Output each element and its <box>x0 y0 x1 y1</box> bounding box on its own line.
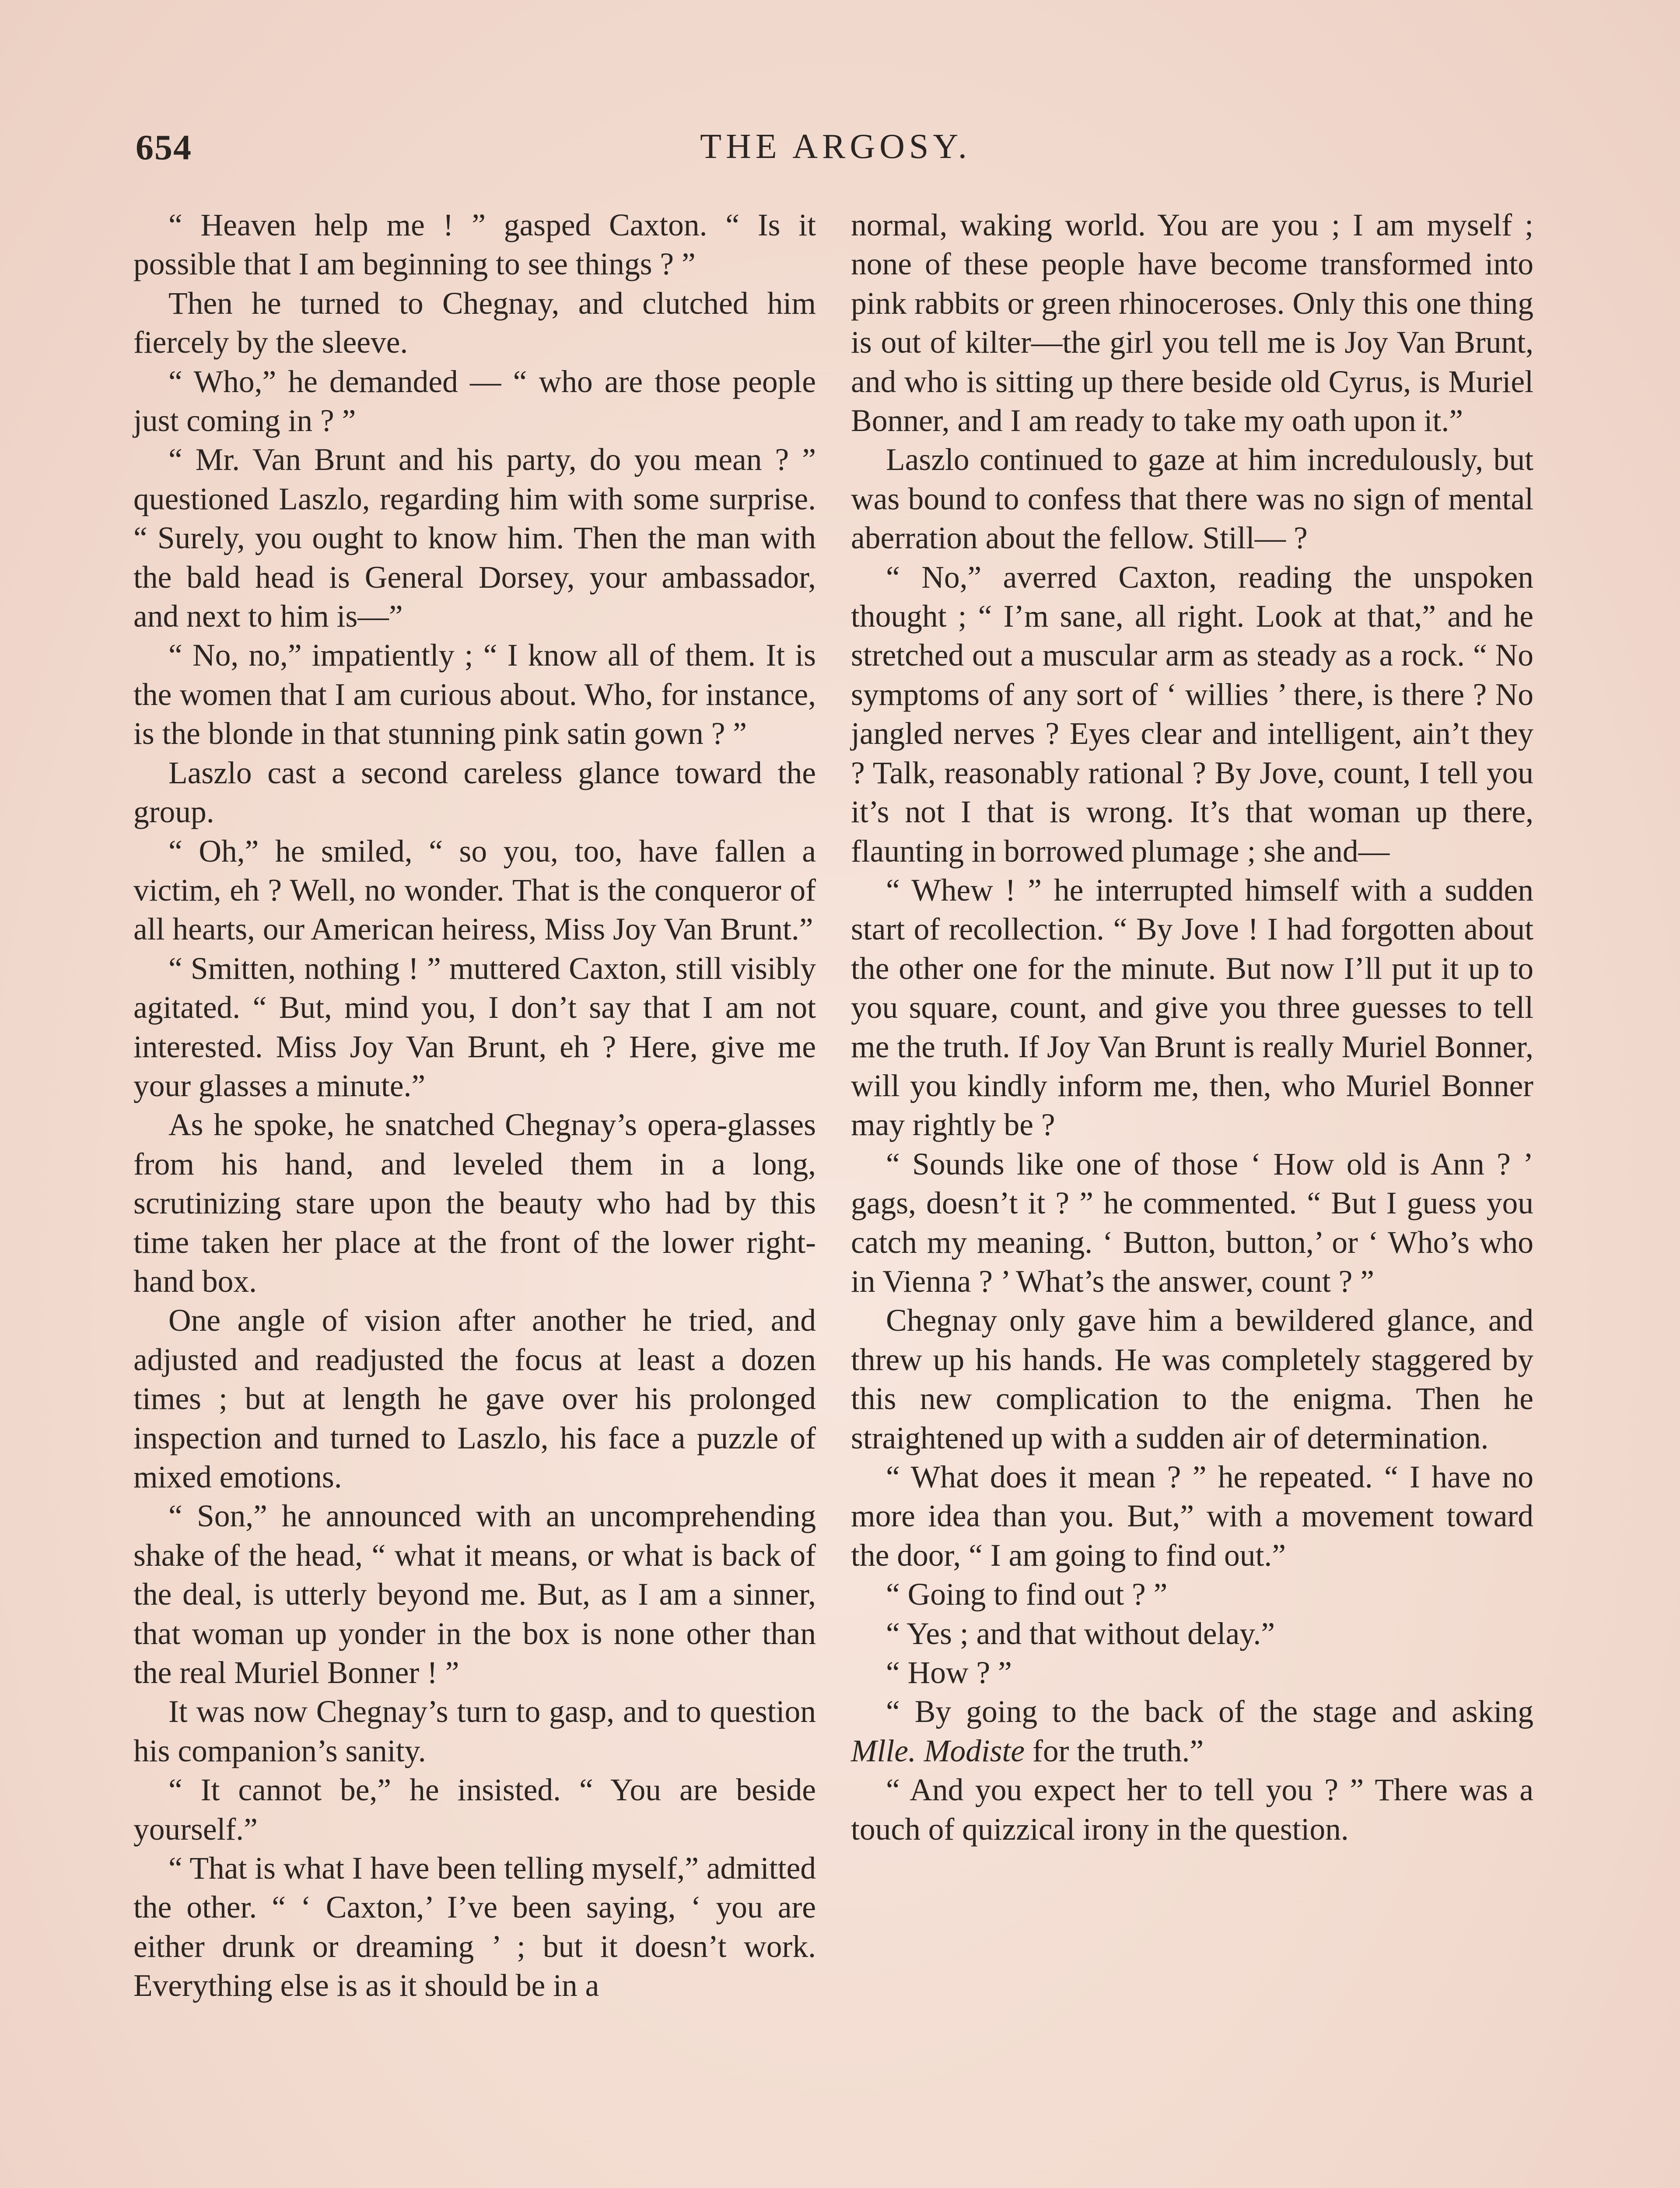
paragraph: “ That is what I have been telling myself,” admitted the other. “ ‘ Caxton,’ I’ve been saying, ‘ you are either drunk or dreaming ’ ; but it doesn’t work. Everything else is as it should be in a <box>133 1851 816 2003</box>
paragraph: “ Who,” he demanded — “ who are those people just coming in ? ” <box>133 364 816 438</box>
paragraph: “ And you expect her to tell you ? ” There was a touch of quizzical irony in the question. <box>851 1773 1533 1847</box>
paragraph: It was now Chegnay’s turn to gasp, and to question his companion’s sanity. <box>133 1694 816 1768</box>
paragraph-continued: normal, waking world. You are you ; I am myself ; none of these people have become transformed into pink rabbits or green rhinoceroses. Only this one thing is out of kilter—the girl you tell me is Joy Van Brunt, and who is sitting up there beside old Cyrus, is Muriel Bonner, and I am ready to take my oath upon it.” <box>851 208 1533 438</box>
paragraph: “ Yes ; and that without delay.” <box>886 1616 1275 1651</box>
paragraph: “ Smitten, nothing ! ” muttered Caxton, still visibly agitated. “ But, mind you, I don’t say that I am not interested. Miss Joy Van Brunt, eh ? Here, give me your glasses a minute.” <box>133 951 816 1103</box>
paragraph: Laszlo cast a second careless glance toward the group. <box>133 755 816 830</box>
paragraph: “ Sounds like one of those ‘ How old is Ann ? ’ gags, doesn’t it ? ” he commented. “ But I guess you catch my meaning. ‘ Button, button,’ or ‘ Who’s who in Vienna ? ’ What’s the answer, count ? ” <box>851 1147 1533 1299</box>
paragraph: “ It cannot be,” he insisted. “ You are beside yourself.” <box>133 1773 816 1847</box>
paragraph: “ Heaven help me ! ” gasped Caxton. “ Is it possible that I am beginning to see things ? ” <box>133 208 816 282</box>
paragraph: “ Oh,” he smiled, “ so you, too, have fallen a victim, eh ? Well, no wonder. That is the conqueror of all hearts, our American heiress, Miss Joy Van Brunt.” <box>133 834 816 947</box>
paragraph: “ Son,” he announced with an uncomprehending shake of the head, “ what it means, or what is back of the deal, is utterly beyond me. But, as I am a sinner, that woman up yonder in the box is none other than the real Muriel Bonner ! ” <box>133 1499 816 1690</box>
paragraph-with-italic: “ By going to the back of the stage and asking Mlle. Modiste for the truth.” <box>851 1694 1533 1768</box>
paragraph: “ Whew ! ” he interrupted himself with a sudden start of recollection. “ By Jove ! I had forgotten about the other one for the minute. But now I’ll put it up to you square, count, and give you three guesses to tell me the truth. If Joy Van Brunt is really Muriel Bonner, will you kindly inform me, then, who Muriel Bonner may rightly be ? <box>851 873 1533 1143</box>
paragraph: “ How ? ” <box>886 1655 1012 1690</box>
left-column <box>133 206 816 2006</box>
right-column <box>851 206 1533 1849</box>
paragraph: Then he turned to Chegnay, and clutched him fiercely by the sleeve. <box>133 286 816 360</box>
paragraph: “ No,” averred Caxton, reading the unspoken thought ; “ I’m sane, all right. Look at that,” and he stretched out a muscular arm as steady as a rock. “ No symptoms of any sort of ‘ willies ’ there, is there ? No jangled nerves ? Eyes clear and intelligent, ain’t they ? Talk, reasonably rational ? By Jove, count, I tell you it’s not I that is wrong. It’s that woman up there, flaunting in borrowed plumage ; she and— <box>851 560 1533 869</box>
paragraph: Laszlo continued to gaze at him incredulously, but was bound to confess that there was no sign of mental aberration about the fellow. Still— ? <box>851 442 1533 556</box>
paragraph: “ No, no,” impatiently ; “ I know all of them. It is the women that I am curious about. Who, for instance, is the blonde in that stunning pink satin gown ? ” <box>133 638 816 751</box>
paragraph: “ What does it mean ? ” he repeated. “ I have no more idea than you. But,” with a movement toward the door, “ I am going to find out.” <box>851 1460 1533 1573</box>
page-header <box>131 127 1540 179</box>
page-number: 654 <box>136 127 192 167</box>
paragraph: “ Going to find out ? ” <box>886 1577 1168 1612</box>
paragraph: One angle of vision after another he tried, and adjusted and readjusted the focus at least a dozen times ; but at length he gave over his prolonged inspection and turned to Laszlo, his face a puzzle of mixed emotions. <box>133 1303 816 1494</box>
paragraph: Chegnay only gave him a bewildered glance, and threw up his hands. He was completely staggered by this new complication to the enigma. Then he straightened up with a sudden air of determination. <box>851 1303 1533 1455</box>
paragraph: “ Mr. Van Brunt and his party, do you mean ? ” questioned Laszlo, regarding him with some surprise. “ Surely, you ought to know him. Then the man with the bald head is General Dorsey, your ambassador, and next to him is—” <box>133 442 816 634</box>
paragraph: As he spoke, he snatched Chegnay’s opera-glasses from his hand, and leveled them in a long, scrutinizing stare upon the beauty who had by this time taken her place at the front of the lower right-hand box. <box>133 1108 816 1299</box>
running-title: THE ARGOSY. <box>700 127 971 166</box>
